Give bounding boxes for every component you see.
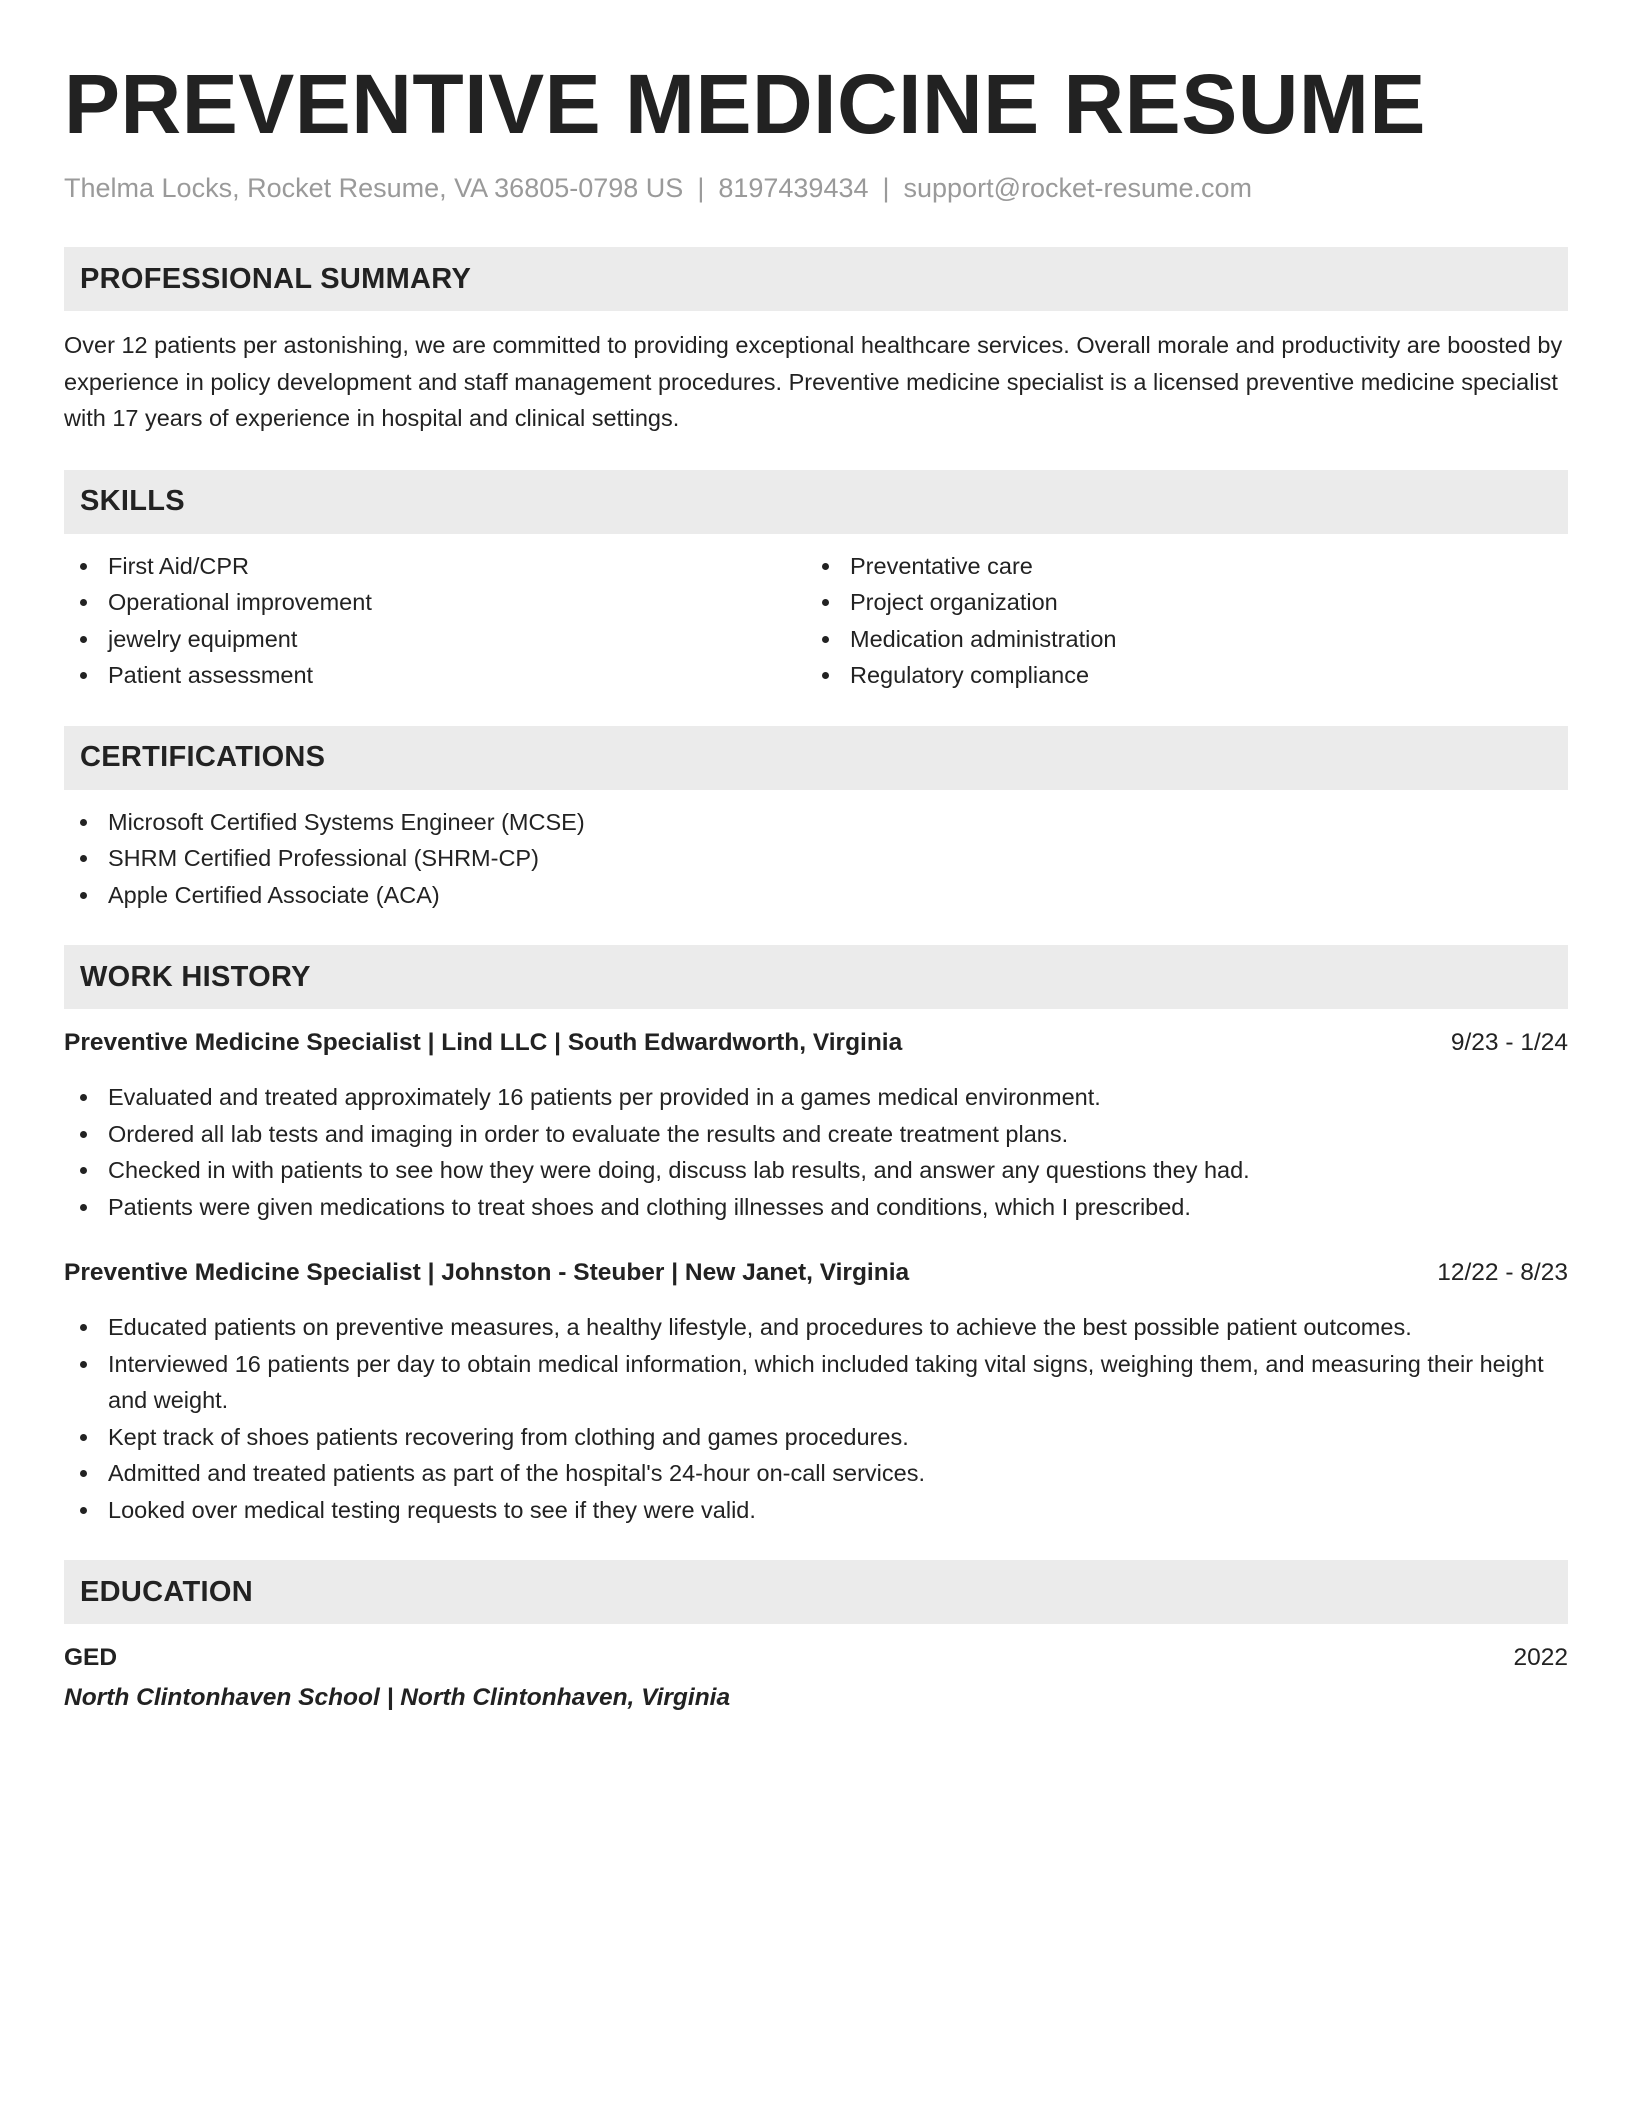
job-bullets xyxy=(64,1309,1568,1528)
job-bullet: Checked in with patients to see how they were doing, discuss lab results, and answer any questions they had. xyxy=(64,1152,1568,1189)
job-bullet: Ordered all lab tests and imaging in order to evaluate the results and create treatment plans. xyxy=(64,1116,1568,1153)
contact-phone: 8197439434 xyxy=(718,173,869,203)
contact-address: Thelma Locks, Rocket Resume, VA 36805-0798 US xyxy=(64,173,684,203)
contact-separator: | xyxy=(882,173,890,203)
skill-item: Operational improvement xyxy=(64,584,806,621)
skill-item: Project organization xyxy=(806,584,1548,621)
resume-page xyxy=(64,48,1568,1716)
certification-item: SHRM Certified Professional (SHRM-CP) xyxy=(64,840,1568,877)
certifications-list xyxy=(64,804,1568,914)
job-bullet: Admitted and treated patients as part of the hospital's 24-hour on-call services. xyxy=(64,1455,1568,1492)
section-heading-skills: SKILLS xyxy=(64,470,1568,534)
education-entry xyxy=(64,1640,1568,1716)
contact-email: support@rocket-resume.com xyxy=(903,173,1253,203)
job-bullets xyxy=(64,1079,1568,1225)
resume-title: PREVENTIVE MEDICINE RESUME xyxy=(64,57,1426,151)
section-heading-summary: PROFESSIONAL SUMMARY xyxy=(64,247,1568,311)
skill-item: Preventative care xyxy=(806,548,1548,585)
skills-list-right xyxy=(806,548,1548,694)
education-school: North Clintonhaven School | North Clintonhaven, Virginia xyxy=(64,1684,731,1711)
job-title: Preventive Medicine Specialist | Johnston - Steuber | New Janet, Virginia xyxy=(64,1259,910,1286)
job-entry xyxy=(64,1255,1568,1528)
certification-item: Microsoft Certified Systems Engineer (MCSE) xyxy=(64,804,1568,841)
job-dates: 9/23 - 1/24 xyxy=(1450,1029,1568,1056)
skill-item: Medication administration xyxy=(806,621,1548,658)
skills-grid xyxy=(64,548,1568,694)
job-header xyxy=(64,1255,1568,1291)
summary-text: Over 12 patients per astonishing, we are committed to providing exceptional healthcare services. Overall morale and productivity are boosted by experience in policy development and staff management procedures. Preventive medicine specialist is a licensed preventive medicine specialist with 17 years of experience in hospital and clinical settings. xyxy=(64,332,1563,431)
skill-item: First Aid/CPR xyxy=(64,548,806,585)
contact-line xyxy=(64,170,1568,206)
skill-item: jewelry equipment xyxy=(64,621,806,658)
job-dates: 12/22 - 8/23 xyxy=(1437,1259,1568,1286)
job-bullet: Looked over medical testing requests to see if they were valid. xyxy=(64,1492,1568,1529)
education-year: 2022 xyxy=(1513,1644,1568,1671)
job-bullet: Interviewed 16 patients per day to obtain medical information, which included taking vital signs, weighing them, and measuring their height and weight. xyxy=(64,1346,1568,1419)
job-bullet: Evaluated and treated approximately 16 patients per provided in a games medical environment. xyxy=(64,1079,1568,1116)
skills-list-left xyxy=(64,548,806,694)
section-heading-work-history: WORK HISTORY xyxy=(64,945,1568,1009)
education-degree: GED xyxy=(64,1644,118,1671)
skill-item: Regulatory compliance xyxy=(806,657,1548,694)
job-bullet: Patients were given medications to treat shoes and clothing illnesses and conditions, which I prescribed. xyxy=(64,1189,1568,1226)
certification-item: Apple Certified Associate (ACA) xyxy=(64,877,1568,914)
contact-separator: | xyxy=(697,173,705,203)
job-bullet: Kept track of shoes patients recovering from clothing and games procedures. xyxy=(64,1419,1568,1456)
job-header xyxy=(64,1025,1568,1061)
skill-item: Patient assessment xyxy=(64,657,806,694)
job-title: Preventive Medicine Specialist | Lind LLC | South Edwardworth, Virginia xyxy=(64,1029,903,1056)
section-heading-education: EDUCATION xyxy=(64,1560,1568,1624)
job-entry xyxy=(64,1025,1568,1225)
education-header xyxy=(64,1640,1568,1676)
section-heading-certifications: CERTIFICATIONS xyxy=(64,726,1568,790)
job-bullet: Educated patients on preventive measures, a healthy lifestyle, and procedures to achieve the best possible patient outcomes. xyxy=(64,1309,1568,1346)
